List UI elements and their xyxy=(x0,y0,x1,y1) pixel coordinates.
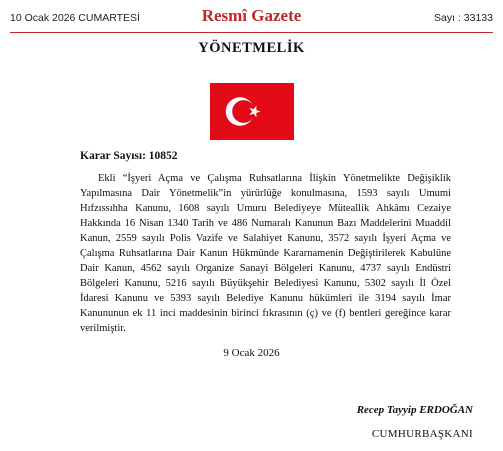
issue-number: Sayı : 33133 xyxy=(434,12,493,24)
masthead xyxy=(10,6,493,30)
decree-body: Ekli “İşyeri Açma ve Çalışma Ruhsatlarına İlişkin Yönetmelikte Değişiklik Yapılmasına Dair Yönetmelik”in yürürlüğe konulmasına, 1593 sayılı Umumi Hıfzıssıhha Kanunu, 1608 sayılı Umuru Belediyeye Müteallik Ahkâmı Cezaiye Hakkında 16 Nisan 1340 Tarih ve 486 Numaralı Kanunun Bazı Maddelerini Muaddil Kanun, 2559 sayılı Polis Vazife ve Salahiyet Kanunu, 3572 sayılı İşyeri Açma ve Çalışma Ruhsatlarına Dair Kanun Hükmünde Kararnamenin Değiştirilerek Kabulüne Dair Kanun, 4562 sayılı Organize Sanayi Bölgeleri Kanunu, 4737 sayılı Endüstri Bölgeleri Kanunu, 5216 sayılı Büyükşehir Belediyesi Kanunu, 5302 sayılı İl Özel İdaresi Kanunu ve 5393 sayılı Belediye Kanunu hükümleri ile 3194 sayılı İmar Kanununun ek 11 inci maddesinin birinci fıkrasının (ç) ve (f) bentleri gereğince karar verilmiştir. xyxy=(80,173,451,334)
document-title: YÖNETMELİK xyxy=(198,40,305,56)
issue-date: 10 Ocak 2026 CUMARTESİ xyxy=(10,12,140,24)
signatory-title: CUMHURBAŞKANI xyxy=(371,428,473,440)
turkish-flag-icon xyxy=(210,83,294,140)
gazette-title: Resmî Gazete xyxy=(201,6,302,25)
signing-date: 9 Ocak 2026 xyxy=(223,347,280,359)
decision-number: Karar Sayısı: 10852 xyxy=(80,150,178,162)
masthead-divider xyxy=(10,32,493,33)
signatory-name: Recep Tayyip ERDOĞAN xyxy=(356,404,473,416)
